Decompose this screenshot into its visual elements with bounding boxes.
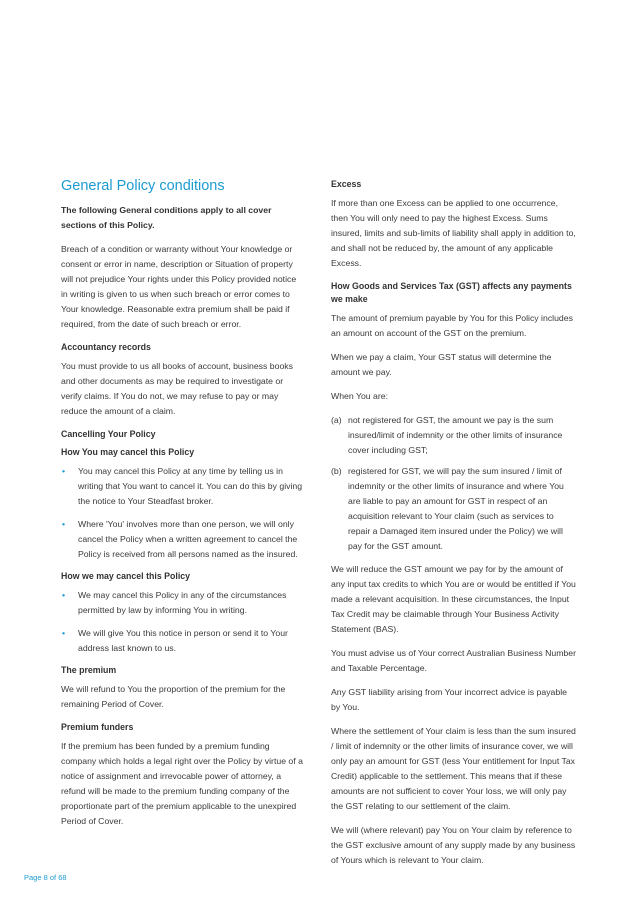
list-item-text: We will give You this notice in person or send it to Your address last known to us. <box>78 628 288 654</box>
list-item <box>331 464 577 554</box>
we-cancel-list <box>61 588 303 656</box>
gst-paragraph: Any GST liability arising from Your incorrect advice is payable by You. <box>331 687 567 712</box>
list-item-text: registered for GST, we will pay the sum insured / limit of indemnity or the other limits of insurance and where You are liable to pay an amount for GST in respect of an acquisition relevant to Your claim (such as services to repair a Damaged item insured under the Policy) we will pay for the GST amount. <box>348 466 564 551</box>
intro-lead: The following General conditions apply to all cover sections of this Policy. <box>61 205 272 231</box>
gst-paragraph: When You are: <box>331 391 388 401</box>
gst-paragraph: The amount of premium payable by You for this Policy includes an amount on account of the GST on the premium. <box>331 313 573 338</box>
intro-paragraph: Breach of a condition or warranty without Your knowledge or consent or error in name, description or Situation of property will not prejudice Your rights under this Policy provided notice in writing is given to us when such breach or error comes to Your knowledge. Reasonable extra premium shall be paid if required, from the date of such breach or error. <box>61 244 297 330</box>
list-item-text: You may cancel this Policy at any time by telling us in writing that You want to cancel it. You can do this by giving the notice to Your Steadfast broker. <box>78 466 303 507</box>
gst-heading: How Goods and Services Tax (GST) affects any payments we make <box>331 281 572 304</box>
accountancy-text: You must provide to us all books of account, business books and other documents as may be required to investigate or verify claims. If You do not, we may refuse to pay or may reduce the amount of a claim. <box>61 361 293 417</box>
list-item <box>331 413 577 458</box>
excess-heading: Excess <box>331 179 362 189</box>
funders-text: If the premium has been funded by a premium funding company which holds a legal right over the Policy by virtue of a notice of assignment and irrevocable power of attorney, a refund will be made to the premium funding company of the proportionate part of the premium applicable to the unexpired Period of Cover. <box>61 741 303 827</box>
we-cancel-heading: How we may cancel this Policy <box>61 571 191 582</box>
accountancy-heading: Accountancy records <box>61 342 151 353</box>
gst-paragraph: Where the settlement of Your claim is less than the sum insured / limit of indemnity or the other limits of insurance cover, we will only pay an amount for GST (less Your entitlement for Input Tax Credit) applicable to the settlement. This means that if these amounts are not sufficient to cover Your loss, we will only pay the GST relating to our settlement of the claim. <box>331 726 576 811</box>
gst-paragraph: You must advise us of Your correct Australian Business Number and Taxable Percentage. <box>331 648 576 673</box>
list-item <box>61 626 303 656</box>
premium-heading: The premium <box>61 665 117 676</box>
bullet-icon: • <box>62 628 66 639</box>
gst-paragraph: When we pay a claim, Your GST status will determine the amount we pay. <box>331 352 552 377</box>
cancelling-heading: Cancelling Your Policy <box>61 429 156 440</box>
list-item <box>61 588 303 618</box>
gst-paragraph: We will (where relevant) pay You on Your claim by reference to the GST exclusive amount of any supply made by any business of Yours which is relevant to Your claim. <box>331 825 576 865</box>
funders-heading: Premium funders <box>61 722 134 733</box>
bullet-icon: • <box>62 590 66 601</box>
list-marker: (b) <box>331 466 342 476</box>
gst-status-list <box>331 413 577 554</box>
bullet-icon: • <box>62 466 66 477</box>
page-title: General Policy conditions <box>61 178 225 194</box>
left-column <box>61 178 303 838</box>
you-cancel-list <box>61 464 303 562</box>
gst-paragraph: We will reduce the GST amount we pay for by the amount of any input tax credits to which You are or would be entitled if You made a relevant acquisition. In these circumstances, the Input Tax Credit may be claimable through Your Business Activity Statement (BAS). <box>331 564 576 634</box>
excess-text: If more than one Excess can be applied to one occurrence, then You will only need to pay the highest Excess. Sums insured, limits and sub-limits of liability shall apply in addition to, and shall not be reduced by, the amount of any applicable Excess. <box>331 198 576 268</box>
you-cancel-heading: How You may cancel this Policy <box>61 447 195 458</box>
premium-text: We will refund to You the proportion of the premium for the remaining Period of Cover. <box>61 684 286 710</box>
list-marker: (a) <box>331 415 342 425</box>
page-number: Page 8 of 68 <box>24 873 67 882</box>
right-column <box>331 178 577 877</box>
list-item-text: We may cancel this Policy in any of the circumstances permitted by law by informing You in writing. <box>78 590 287 616</box>
list-item <box>61 464 303 509</box>
list-item-text: not registered for GST, the amount we pay is the sum insured/limit of indemnity or the other limits of insurance cover including GST; <box>348 415 563 455</box>
list-item <box>61 517 303 562</box>
list-item-text: Where 'You' involves more than one person, we will only cancel the Policy when a written agreement to cancel the Policy is received from all persons named as the insured. <box>78 519 298 560</box>
bullet-icon: • <box>62 519 66 530</box>
